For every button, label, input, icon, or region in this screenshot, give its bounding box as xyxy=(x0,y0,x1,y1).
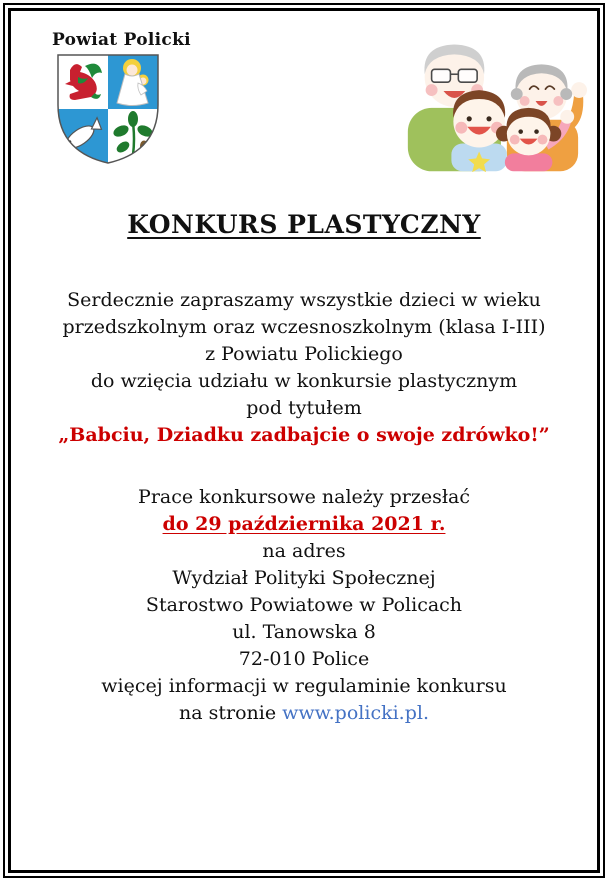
emblem-label: Powiat Policki xyxy=(52,30,191,50)
website-prefix: na stronie xyxy=(179,702,283,724)
invitation-line: pod tytułem xyxy=(246,397,362,419)
coat-of-arms-icon xyxy=(55,150,161,169)
submission-line: na adres xyxy=(262,540,346,562)
address-line: Starostwo Powiatowe w Policach xyxy=(145,594,463,616)
family-illustration-icon xyxy=(392,22,590,176)
page-title: KONKURS PLASTYCZNY xyxy=(127,210,481,239)
address-line: ul. Tanowska 8 xyxy=(232,621,376,643)
contest-title: „Babciu, Dziadku zadbajcie o swoje zdrówko!” xyxy=(58,424,550,446)
county-emblem xyxy=(52,30,191,169)
invitation-line: do wzięcia udziału w konkursie plastycznym xyxy=(90,370,518,392)
invitation-line: przedszkolnym oraz wczesnoszkolnym (klasa I-III) xyxy=(62,316,546,338)
poster-body xyxy=(0,287,608,727)
submission-deadline: do 29 października 2021 r. xyxy=(162,513,446,535)
submission-line: Prace konkursowe należy przesłać xyxy=(138,486,470,508)
more-info-line: więcej informacji w regulaminie konkursu xyxy=(101,675,507,697)
invitation-line: z Powiatu Polickiego xyxy=(205,343,403,365)
address-line: Wydział Polityki Społecznej xyxy=(172,567,436,589)
invitation-line: Serdecznie zapraszamy wszystkie dzieci w wieku xyxy=(67,289,541,311)
website-line xyxy=(0,700,608,727)
website-link[interactable]: www.policki.pl. xyxy=(282,702,429,724)
address-line: 72-010 Police xyxy=(238,648,370,670)
